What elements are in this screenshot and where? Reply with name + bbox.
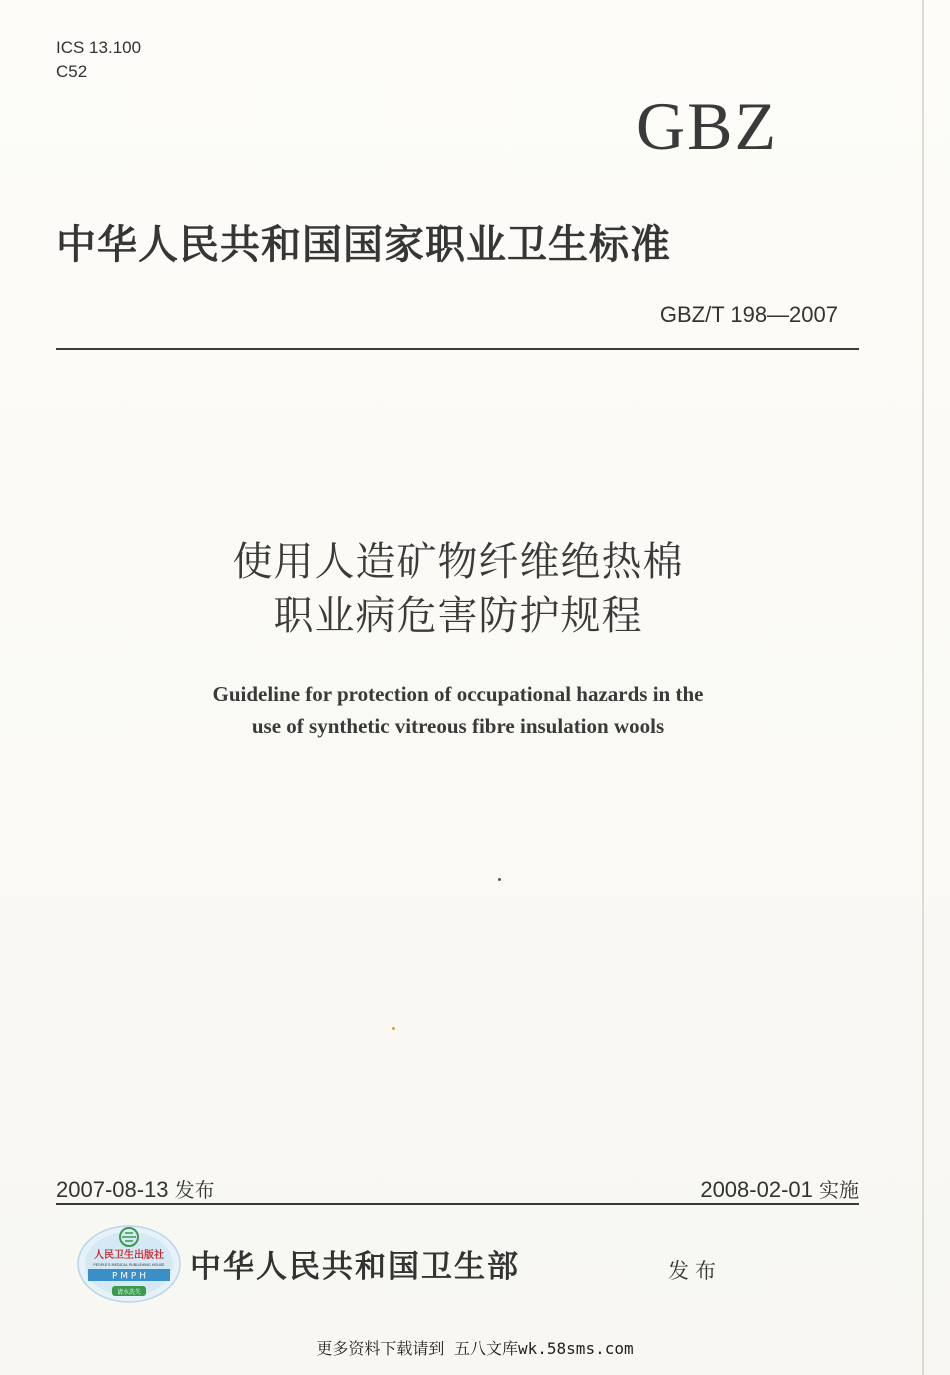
issue-date: 2007-08-13 — [56, 1177, 169, 1202]
page-edge — [922, 0, 924, 1375]
dates-row — [56, 1174, 859, 1202]
ics-code: ICS 13.100 — [56, 38, 142, 57]
publisher-seal-logo — [76, 1224, 182, 1304]
standard-number: GBZ/T 198—2007 — [659, 302, 838, 327]
chinese-title-line2: 职业病危害防护规程 — [273, 593, 643, 639]
standard-category-title: 中华人民共和国国家职业卫生标准 — [56, 221, 671, 268]
issue-date-block — [56, 1174, 215, 1203]
english-title-line1: Guideline for protection of occupational hazards in the — [212, 682, 704, 706]
scan-speck — [498, 878, 501, 881]
top-divider — [56, 348, 859, 350]
issuing-label: 发布 — [668, 1259, 722, 1283]
seal-name: 人民卫生出版社 — [94, 1250, 164, 1261]
issuing-authority: 中华人民共和国卫生部 — [190, 1249, 520, 1285]
ccs-code: C52 — [56, 62, 88, 81]
issue-label: 发布 — [174, 1178, 215, 1202]
scan-speck — [392, 1027, 395, 1030]
bottom-divider — [56, 1203, 859, 1205]
english-title-line2: use of synthetic vitreous fibre insulation wools — [251, 714, 665, 738]
seal-english: PEOPLE'S MEDICAL PUBLISHING HOUSE — [93, 1263, 165, 1267]
classification-codes — [56, 36, 141, 84]
seal-letters: P M P H — [112, 1271, 146, 1282]
english-title — [0, 678, 916, 742]
gbz-logo: GBZ — [636, 88, 778, 164]
implement-date: 2008-02-01 — [700, 1177, 813, 1202]
chinese-title-line1: 使用人造矿物纤维绝热棉 — [232, 539, 684, 585]
chinese-title — [0, 535, 916, 643]
seal-sub: 请水洗失 — [116, 1289, 142, 1296]
download-footer: 更多资料下载请到 五八文库wk.58sms.com — [316, 1339, 634, 1358]
implement-date-block — [700, 1174, 859, 1203]
implement-label: 实施 — [819, 1178, 859, 1202]
